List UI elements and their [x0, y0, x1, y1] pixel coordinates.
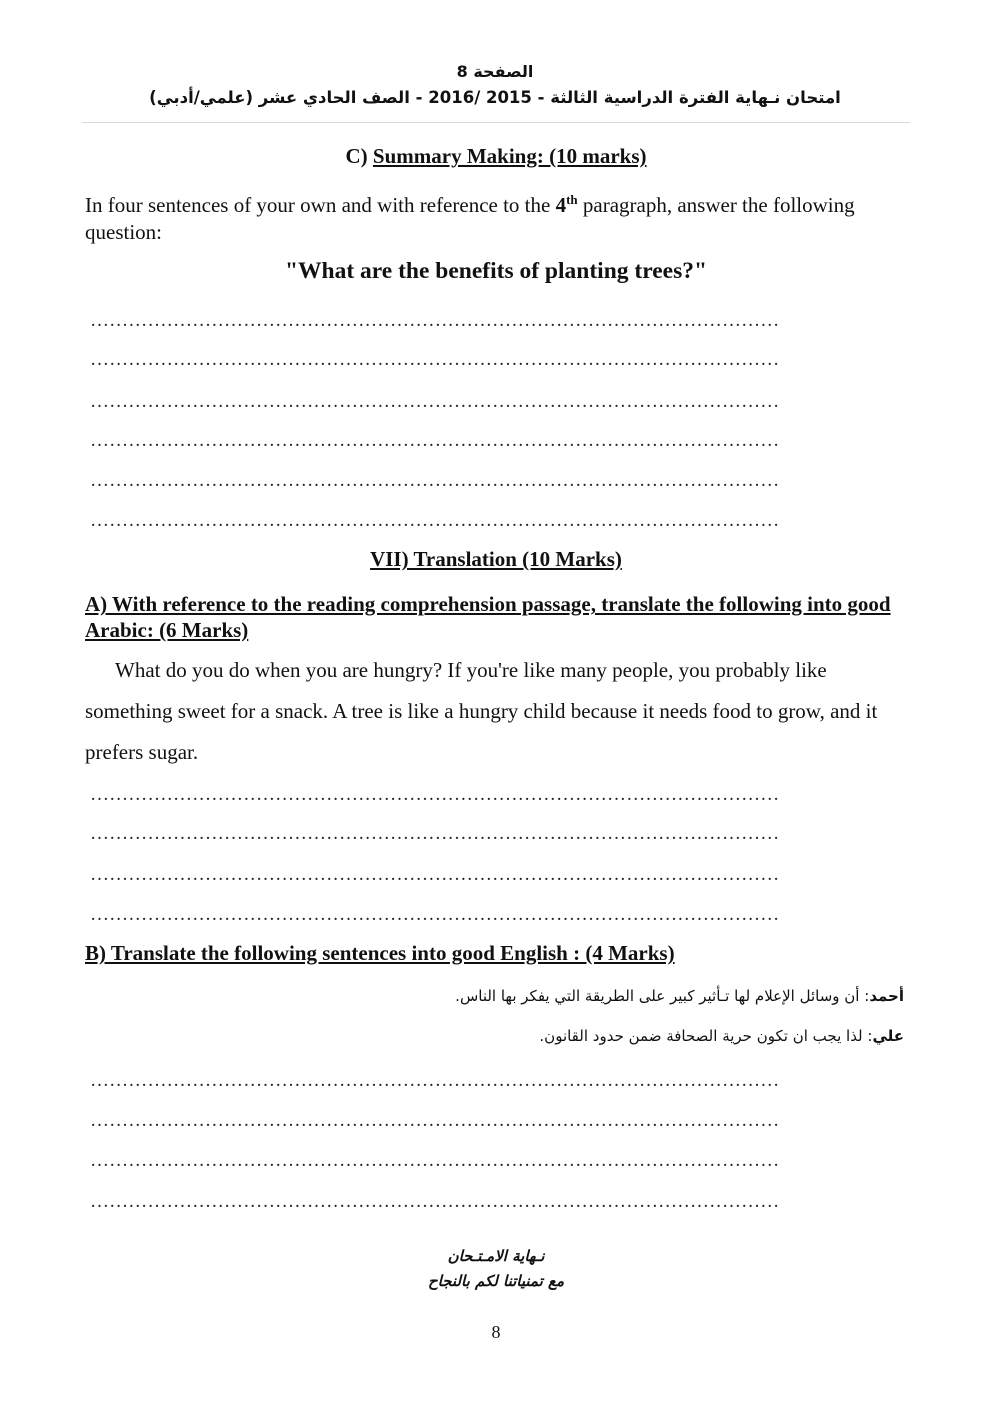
part-a-answer-line[interactable]: ……………………………………………………………………………………………… — [90, 823, 780, 844]
summary-heading-text: Summary Making: (10 marks) — [372, 144, 647, 168]
part-a-heading: A) With reference to the reading comprehension passage, translate the following into good Arabic: (6 Marks) — [85, 592, 891, 642]
summary-answer-line[interactable]: ……………………………………………………………………………………………… — [90, 310, 780, 331]
instruction-superscript: th — [566, 192, 578, 207]
part-a-answer-line[interactable]: ……………………………………………………………………………………………… — [90, 904, 780, 925]
speaker-name: أحمد — [869, 987, 904, 1005]
summary-answer-line[interactable]: ……………………………………………………………………………………………… — [90, 510, 780, 531]
part-b-answer-line[interactable]: ……………………………………………………………………………………………… — [90, 1150, 780, 1171]
instruction-part2: paragraph, answer the following question: — [85, 193, 855, 244]
sentence-text: : لذا يجب ان تكون حرية الصحافة ضمن حدود القانون. — [539, 1027, 873, 1045]
instruction-part1: In four sentences of your own and with reference to the — [85, 193, 556, 217]
header-divider — [82, 122, 910, 123]
translation-passage: What do you do when you are hungry? If you're like many people, you probably like something sweet for a snack. A tree is like a hungry child because it needs food to grow, and it prefers sugar. — [85, 658, 878, 764]
arabic-sentence-ahmed — [455, 987, 904, 1005]
speaker-name: علي — [872, 1027, 904, 1045]
part-b-answer-line[interactable]: ……………………………………………………………………………………………… — [90, 1070, 780, 1091]
page-number: 8 — [491, 1322, 501, 1342]
summary-answer-line[interactable]: ……………………………………………………………………………………………… — [90, 470, 780, 491]
summary-answer-line[interactable]: ……………………………………………………………………………………………… — [90, 391, 780, 412]
translation-heading: VII) Translation (10 Marks) — [370, 547, 622, 571]
sentence-text: : أن وسائل الإعلام لها تـأثير كبير على الطريقة التي يفكر بها الناس. — [455, 987, 870, 1005]
arabic-sentence-ali — [539, 1027, 904, 1045]
summary-answer-line[interactable]: ……………………………………………………………………………………………… — [90, 430, 780, 451]
summary-heading — [84, 144, 908, 169]
end-of-exam-text: نـهاية الامـتـحان — [447, 1247, 545, 1265]
instruction-number: 4 — [555, 193, 567, 217]
part-a-answer-line[interactable]: ……………………………………………………………………………………………… — [90, 784, 780, 805]
part-a-answer-line[interactable]: ……………………………………………………………………………………………… — [90, 864, 780, 885]
part-b-answer-line[interactable]: ……………………………………………………………………………………………… — [90, 1110, 780, 1131]
summary-instruction — [85, 186, 910, 246]
page-label-arabic: الصفحة 8 — [456, 62, 534, 81]
good-luck-text: مع تمنياتنا لكم بالنجاح — [427, 1272, 565, 1290]
summary-answer-line[interactable]: ……………………………………………………………………………………………… — [90, 349, 780, 370]
part-b-answer-line[interactable]: ……………………………………………………………………………………………… — [90, 1191, 780, 1212]
summary-question: "What are the benefits of planting trees?" — [284, 258, 708, 284]
exam-title-arabic: امتحان نـهاية الفترة الدراسية الثالثة - 2015 /2016 - الصف الحادي عشر (علمي/أدبي) — [149, 88, 841, 107]
part-b-heading: B) Translate the following sentences into good English : (4 Marks) — [85, 941, 675, 965]
summary-heading-prefix: C) — [345, 144, 373, 168]
